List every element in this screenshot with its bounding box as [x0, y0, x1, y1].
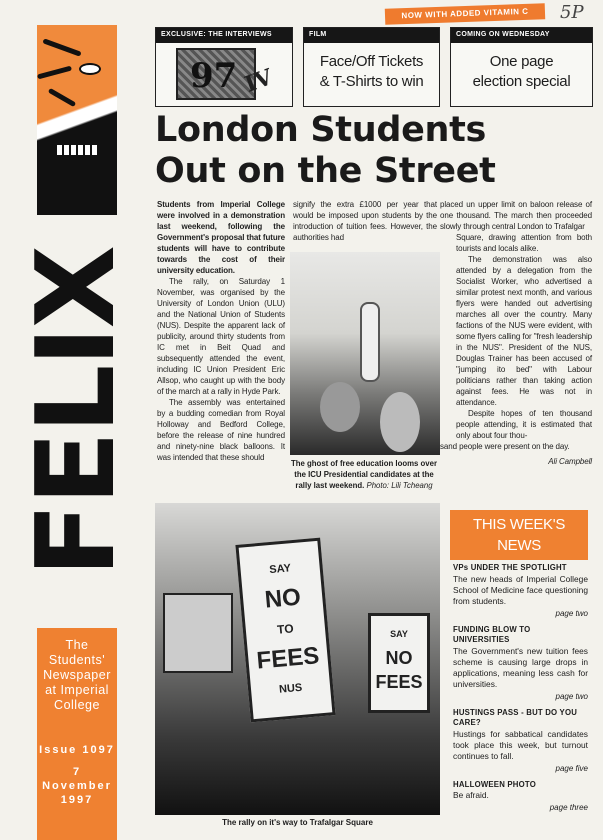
march-photo — [155, 503, 440, 815]
article-lead: Students from Imperial College were involved in a demonstration last weekend, following the Government's proposal that future students will have to contribute towards the cost of their university education. — [157, 200, 285, 275]
protest-banner — [163, 593, 233, 673]
tiger-stripe — [37, 66, 72, 80]
handwritten-mark: 5P — [560, 2, 584, 23]
teaser-film[interactable]: FILM Face/Off Tickets & T-Shirts to win — [303, 27, 440, 107]
skeleton-figure — [360, 302, 380, 382]
issue-date: 7 November 1997 — [42, 766, 112, 806]
tiger-logo-image — [37, 25, 117, 215]
issue-number: Issue 1097 — [39, 744, 115, 756]
photo-caption: The ghost of free education looms over the ICU Presidential candidates at the rally last weekend. Photo: Lili Tcheang — [291, 459, 437, 490]
news-item[interactable]: FUNDING BLOW TO UNIVERSITIES The Government's new tuition fees scheme is causing large drops in applications, meaning less cash for universities. page two — [453, 624, 588, 701]
article-column-3-indented: Square, drawing attention from both tourists and locals alike. The demonstration was also attended by a delegation from the Socialist Worker, who advertised a similar protest next month, and various flyers were handed out advertising marches all over the country. Many factions of the NUS were evident, with some flyers calling for "fresh leadership in the NUS". President of the NUS, Douglas Trainer has been accused of "jumping ito bed" with Labour politicians rather than taking action against fees. He was not in attendance. Despite hopes of ten thousand people attending, it is estimated that only about four thou- — [456, 233, 592, 440]
protest-sign-2: SAY NO FEES — [368, 613, 430, 713]
person-figure — [380, 392, 420, 452]
article-column-2: signify the extra £1000 per year that would be imposed upon students by the introduction of tuition fees. However, the authorities had — [293, 200, 437, 242]
this-week-list — [453, 563, 588, 819]
skeleton-protest-photo — [290, 252, 440, 455]
news-item[interactable]: VPs UNDER THE SPOTLIGHT The new heads of Imperial College School of Medicine face questioning from students. page two — [453, 563, 588, 618]
masthead-title: FELIX — [14, 247, 139, 577]
article-column-1: Students from Imperial College were involved in a demonstration last weekend, following the Government's proposal that future students will have to contribute towards the cost of their university education. The rally, on Saturday 1 November, was organised by the University of London Union (ULU) and the National Union of Students (NUS). Despite the apparent lack of publicity, around thirty students from IC met in Beit Quad and subsequently attended the event, including IC Union President Eric Allsop, who caught up with the body of the march at a rally in Hyde Park. The assembly was entertained by a budding comedian from Royal Holloway and Bedford College, before the release of nine hundred and ninety-nine black balloons. It was intended that these should — [157, 200, 285, 462]
tiger-eye-icon — [79, 63, 101, 75]
byline: Ali Campbell — [548, 457, 592, 466]
person-figure — [320, 382, 360, 432]
tiger-stripe — [42, 38, 81, 56]
headline: London Students Out on the Street — [155, 110, 496, 191]
tiger-teeth — [57, 145, 97, 155]
news-item[interactable]: HALLOWEEN PHOTO Be afraid. page three — [453, 779, 588, 812]
teaser-interviews[interactable]: EXCLUSIVE: THE INTERVIEWS 97 IV — [155, 27, 293, 107]
masthead-tagline: The Students' Newspaper at Imperial College — [43, 638, 111, 712]
news-item[interactable]: HUSTINGS PASS - BUT DO YOU CARE? Hustings for sabbatical candidates took place this week, but turnout continues to fall. page five — [453, 707, 588, 773]
protest-sign: SAY NO TO FEES NUS — [235, 538, 335, 723]
this-week-title: THIS WEEK'S NEWS — [450, 510, 588, 560]
march-photo-caption: The rally on it's way to Trafalgar Square — [222, 818, 373, 827]
tiger-stripe — [48, 88, 76, 107]
article-column-3: placed un upper limit on baloon release of one thousand. The march then proceeded slowly through central London to Trafalgar Square, drawing attention from both tourists and locals alike. The demonstration was also attended by a delegation from the Socialist Worker, who advertised a similar protest next month, and various flyers were handed out advertising marches all over the country. Many factions of the NUS were evident, with some flyers calling for "fresh leadership in the NUS". President of the NUS, Douglas Trainer has been accused of "jumping ito bed" with Labour politicians rather than taking action against fees. He was not in attendance. Despite hopes of ten thousand people attending, it is estimated that only about four thou- sand people were present on the day. Ali Campbell — [440, 200, 592, 466]
vitamin-ribbon: NOW WITH ADDED VITAMIN C — [385, 3, 545, 25]
elections-97-logo: 97 IV — [176, 48, 256, 100]
masthead-info-box — [37, 628, 117, 840]
teaser-election[interactable]: COMING ON WEDNESDAY One page election special — [450, 27, 593, 107]
